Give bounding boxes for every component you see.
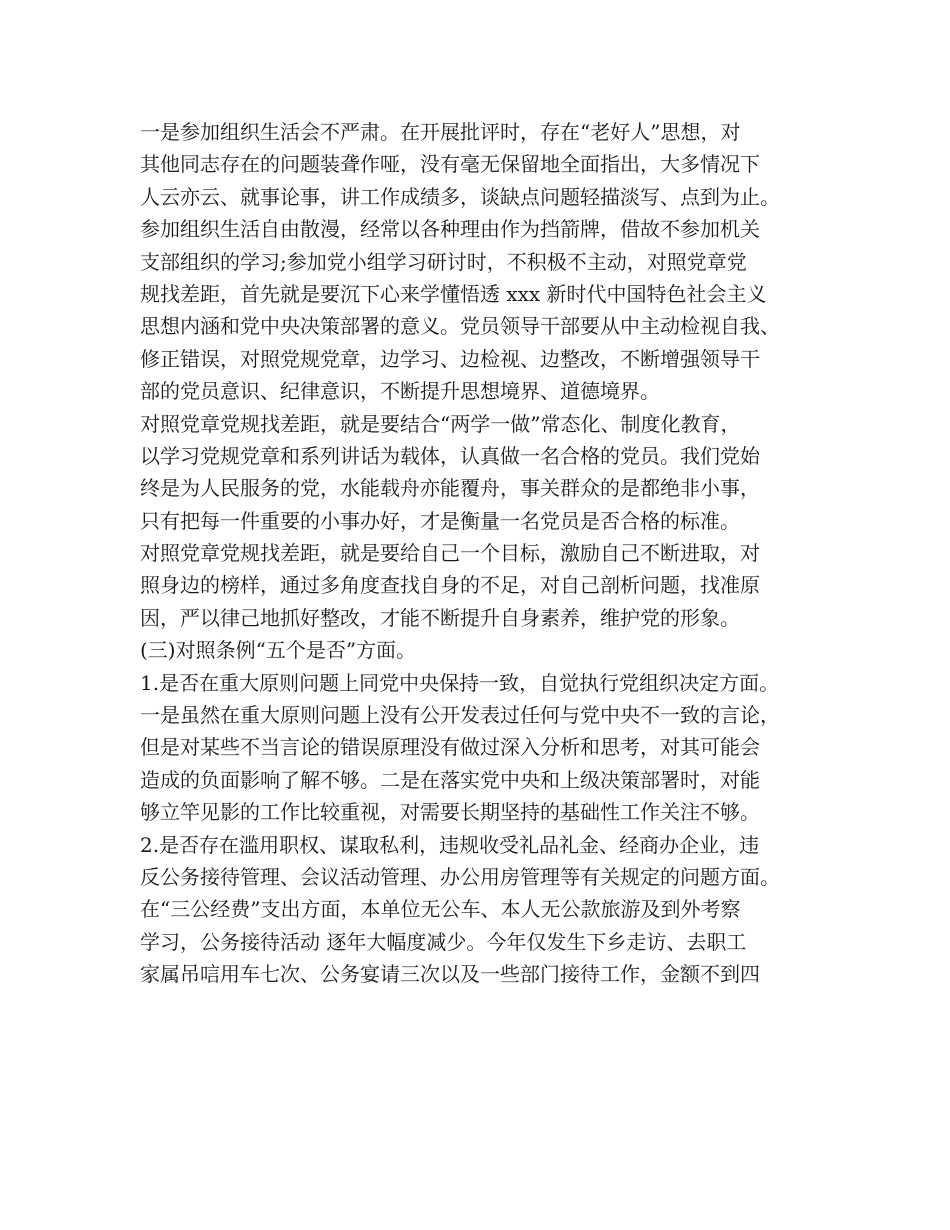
document-body xyxy=(140,116,840,991)
text-line: 对照党章党规找差距，就是要给自己一个目标，激励自己不断进取，对 xyxy=(140,541,760,566)
text-line: 1.是否在重大原则问题上同党中央保持一致，自觉执行党组织决定方面。 xyxy=(140,670,780,695)
text-line: 家属吊唁用车七次、公务宴请三次以及一些部门接待工作，金额不到四 xyxy=(140,962,760,987)
text-line: 一是虽然在重大原则问题上没有公开发表过任何与党中央不一致的言论， xyxy=(140,703,780,728)
text-line: 够立竿见影的工作比较重视，对需要长期坚持的基础性工作关注不够。 xyxy=(140,800,760,825)
text-line: 人云亦云、就事论事，讲工作成绩多，谈缺点问题轻描淡写、点到为止。 xyxy=(140,184,780,209)
text-line: 终是为人民服务的党，水能载舟亦能覆舟，事关群众的是都绝非小事， xyxy=(140,476,760,501)
text-line: 造成的负面影响了解不够。二是在落实党中央和上级决策部署时，对能 xyxy=(140,767,760,792)
text-line: 因，严以律己地抓好整改，才能不断提升自身素养，维护党的形象。 xyxy=(140,605,740,630)
text-line: 修正错误，对照党规党章，边学习、边检视、边整改，不断增强领导干 xyxy=(140,346,760,371)
text-line: 照身边的榜样，通过多角度查找自身的不足，对自己剖析问题，找准原 xyxy=(140,573,760,598)
text-line: 部的党员意识、纪律意识，不断提升思想境界、道德境界。 xyxy=(140,379,660,404)
text-line: 学习，公务接待活动 逐年大幅度减少。今年仅发生下乡走访、去职工 xyxy=(140,929,747,954)
text-line: 在“三公经费”支出方面，本单位无公车、本人无公款旅游及到外考察 xyxy=(140,897,741,922)
text-line: 规找差距，首先就是要沉下心来学懂悟透 xxx 新时代中国特色社会主义 xyxy=(140,281,767,306)
text-line: 以学习党规党章和系列讲话为载体，认真做一名合格的党员。我们党始 xyxy=(140,443,760,468)
text-line: 一是参加组织生活会不严肃。在开展批评时，存在“老好人”思想，对 xyxy=(140,120,741,144)
text-line: 其他同志存在的问题装聋作哑，没有毫无保留地全面指出，大多情况下 xyxy=(140,152,760,177)
text-line: 但是对某些不当言论的错误原理没有做过深入分析和思考，对其可能会 xyxy=(140,735,760,760)
text-line: 支部组织的学习;参加党小组学习研讨时，不积极不主动，对照党章党 xyxy=(140,249,747,274)
text-line: 反公务接待管理、会议活动管理、办公用房管理等有关规定的问题方面。 xyxy=(140,864,780,889)
text-line: 思想内涵和党中央决策部署的意义。党员领导干部要从中主动检视自我、 xyxy=(140,314,780,339)
text-line: 只有把每一件重要的小事办好，才是衡量一名党员是否合格的标准。 xyxy=(140,508,740,533)
text-line: (三)对照条例“五个是否”方面。 xyxy=(140,638,417,663)
text-line: 对照党章党规找差距，就是要结合“两学一做”常态化、制度化教育， xyxy=(140,411,741,436)
text-line: 2.是否存在滥用职权、谋取私利，违规收受礼品礼金、经商办企业，违 xyxy=(140,832,760,857)
text-line: 参加组织生活自由散漫，经常以各种理由作为挡箭牌，借故不参加机关 xyxy=(140,217,760,242)
